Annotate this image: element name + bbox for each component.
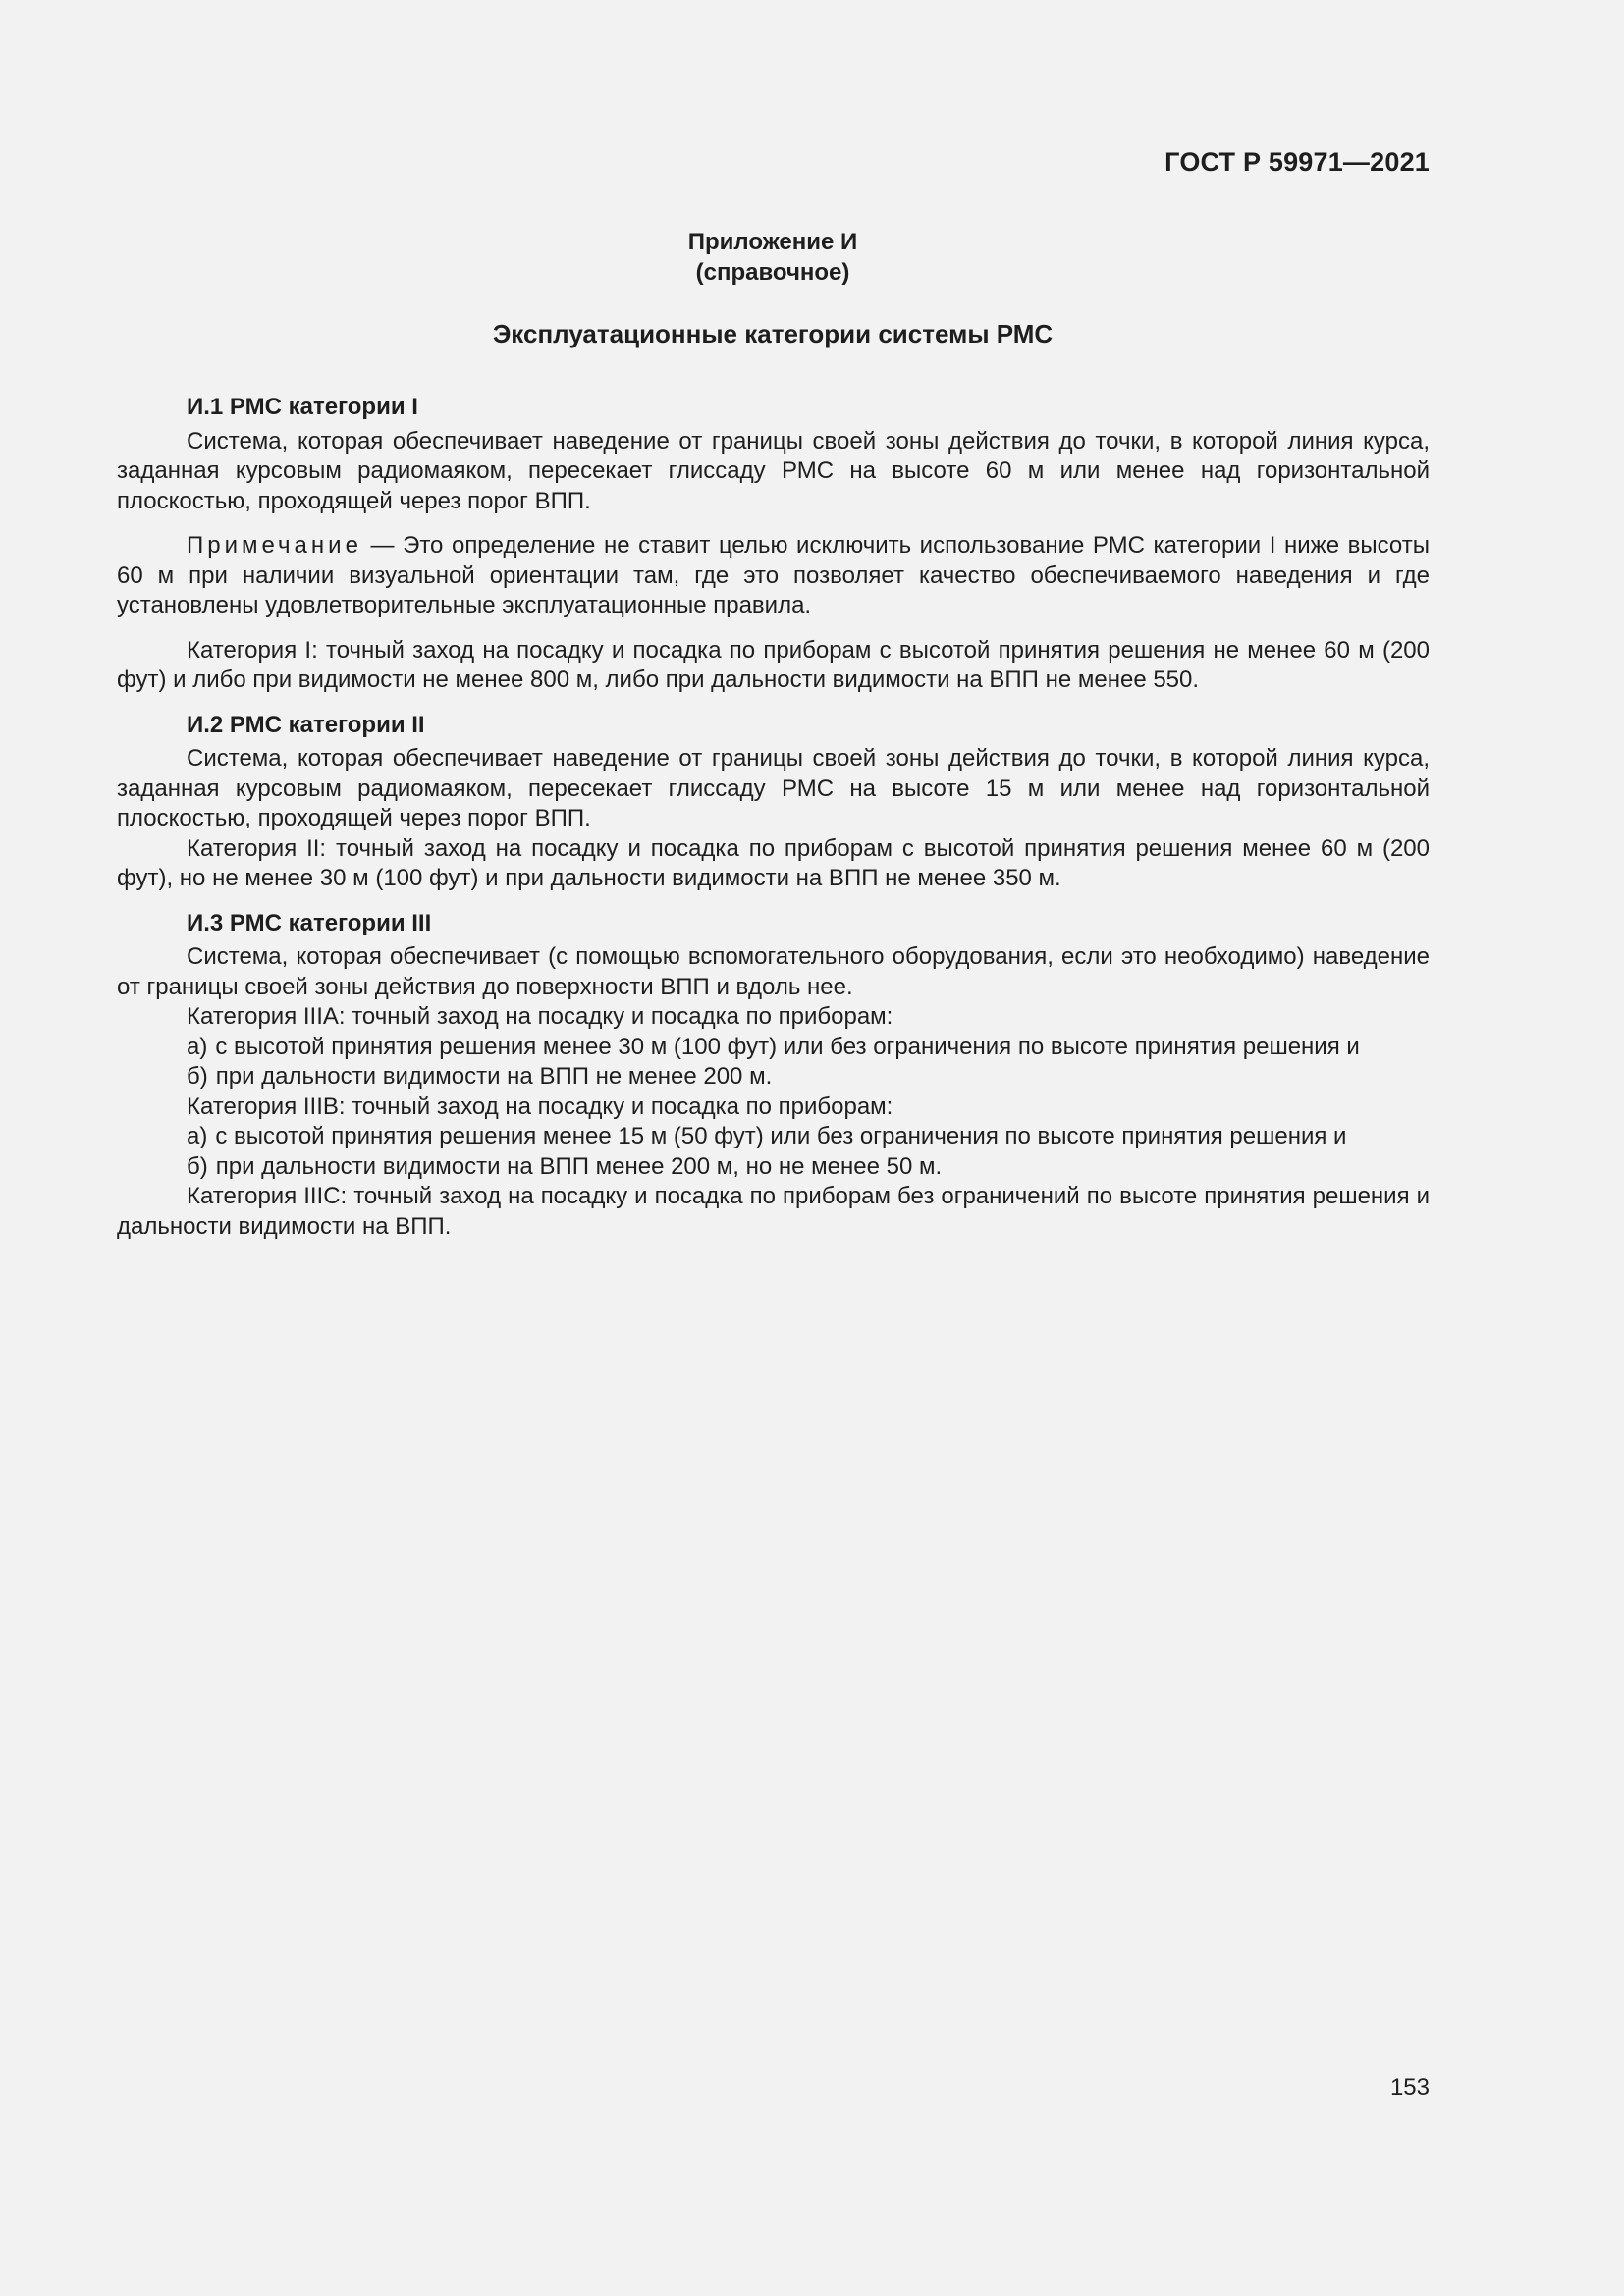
list-item bbox=[117, 1062, 1430, 1093]
appendix-label: Приложение И bbox=[687, 229, 858, 255]
list-item bbox=[117, 1033, 1430, 1063]
list-item-text: при дальности видимости на ВПП менее 200 м, но не менее 50 м. bbox=[215, 1152, 943, 1180]
list-item-label: а) bbox=[187, 1033, 208, 1060]
list-item-text: с высотой принятия решения менее 30 м (100 фут) или без ограничения по высоте принятия решения и bbox=[215, 1033, 1360, 1060]
section-heading-3: И.3 РМС категории III bbox=[187, 909, 432, 936]
paragraph: Система, которая обеспечивает наведение от границы своей зоны действия до точки, в которой линия курса, заданная курсовым радиомаяком, пересекает глиссаду РМС на высоте 15 м или менее над горизонтальной плоскостью, проходящей через порог ВПП. bbox=[117, 745, 1430, 831]
note-paragraph bbox=[117, 531, 1430, 621]
note-text: — Это определение не ставит целью исключить использование РМС категории I ниже высоты 60 м при наличии визуальной ориентации там, где это позволяет качество обеспечиваемого наведения и где установлены удовлетворительные эксплуатационные правила. bbox=[117, 532, 1430, 618]
document-body bbox=[117, 393, 1430, 1242]
paragraph: Система, которая обеспечивает наведение от границы своей зоны действия до точки, в которой линия курса, заданная курсовым радиомаяком, пересекает глиссаду РМС на высоте 60 м или менее над горизонтальной плоскостью, проходящей через порог ВПП. bbox=[117, 427, 1430, 514]
appendix-kind: (справочное) bbox=[695, 259, 850, 286]
category-heading: Категория IIIA: точный заход на посадку и посадка по приборам: bbox=[187, 1003, 893, 1030]
category-heading: Категория IIIB: точный заход на посадку и посадка по приборам: bbox=[187, 1093, 893, 1120]
list-item bbox=[117, 1122, 1430, 1152]
list-item-text: при дальности видимости на ВПП не менее 200 м. bbox=[215, 1063, 773, 1090]
list-item-label: б) bbox=[187, 1063, 208, 1090]
appendix-title: Эксплуатационные категории системы РМС bbox=[492, 319, 1054, 348]
note-label: Примечание bbox=[187, 532, 362, 559]
paragraph: Категория II: точный заход на посадку и посадка по приборам с высотой принятия решения менее 60 м (200 фут), но не менее 30 м (100 фут) и при дальности видимости на ВПП не менее 350 м. bbox=[117, 834, 1430, 891]
list-item-text: с высотой принятия решения менее 15 м (50 фут) или без ограничения по высоте принятия решения и bbox=[215, 1123, 1347, 1149]
list-item-label: а) bbox=[187, 1123, 208, 1149]
section-heading-1: И.1 РМС категории I bbox=[187, 394, 418, 420]
page-number: 153 bbox=[1389, 2074, 1430, 2101]
section-heading-2: И.2 РМС категории II bbox=[187, 711, 425, 738]
list-item-label: б) bbox=[187, 1152, 208, 1180]
paragraph: Категория I: точный заход на посадку и посадка по приборам с высотой принятия решения не менее 60 м (200 фут) и либо при видимости не менее 800 м, либо при дальности видимости на ВПП не менее 550. bbox=[117, 636, 1430, 693]
appendix-heading bbox=[0, 227, 1545, 288]
list-item bbox=[117, 1152, 1430, 1183]
paragraph: Система, которая обеспечивает (с помощью вспомогательного оборудования, если это необходимо) наведение от границы своей зоны действия до поверхности ВПП и вдоль нее. bbox=[117, 943, 1430, 1000]
document-code: ГОСТ Р 59971—2021 bbox=[1164, 147, 1430, 177]
paragraph: Категория IIIC: точный заход на посадку и посадка по приборам без ограничений по высоте принятия решения и дальности видимости на ВПП. bbox=[117, 1183, 1430, 1240]
